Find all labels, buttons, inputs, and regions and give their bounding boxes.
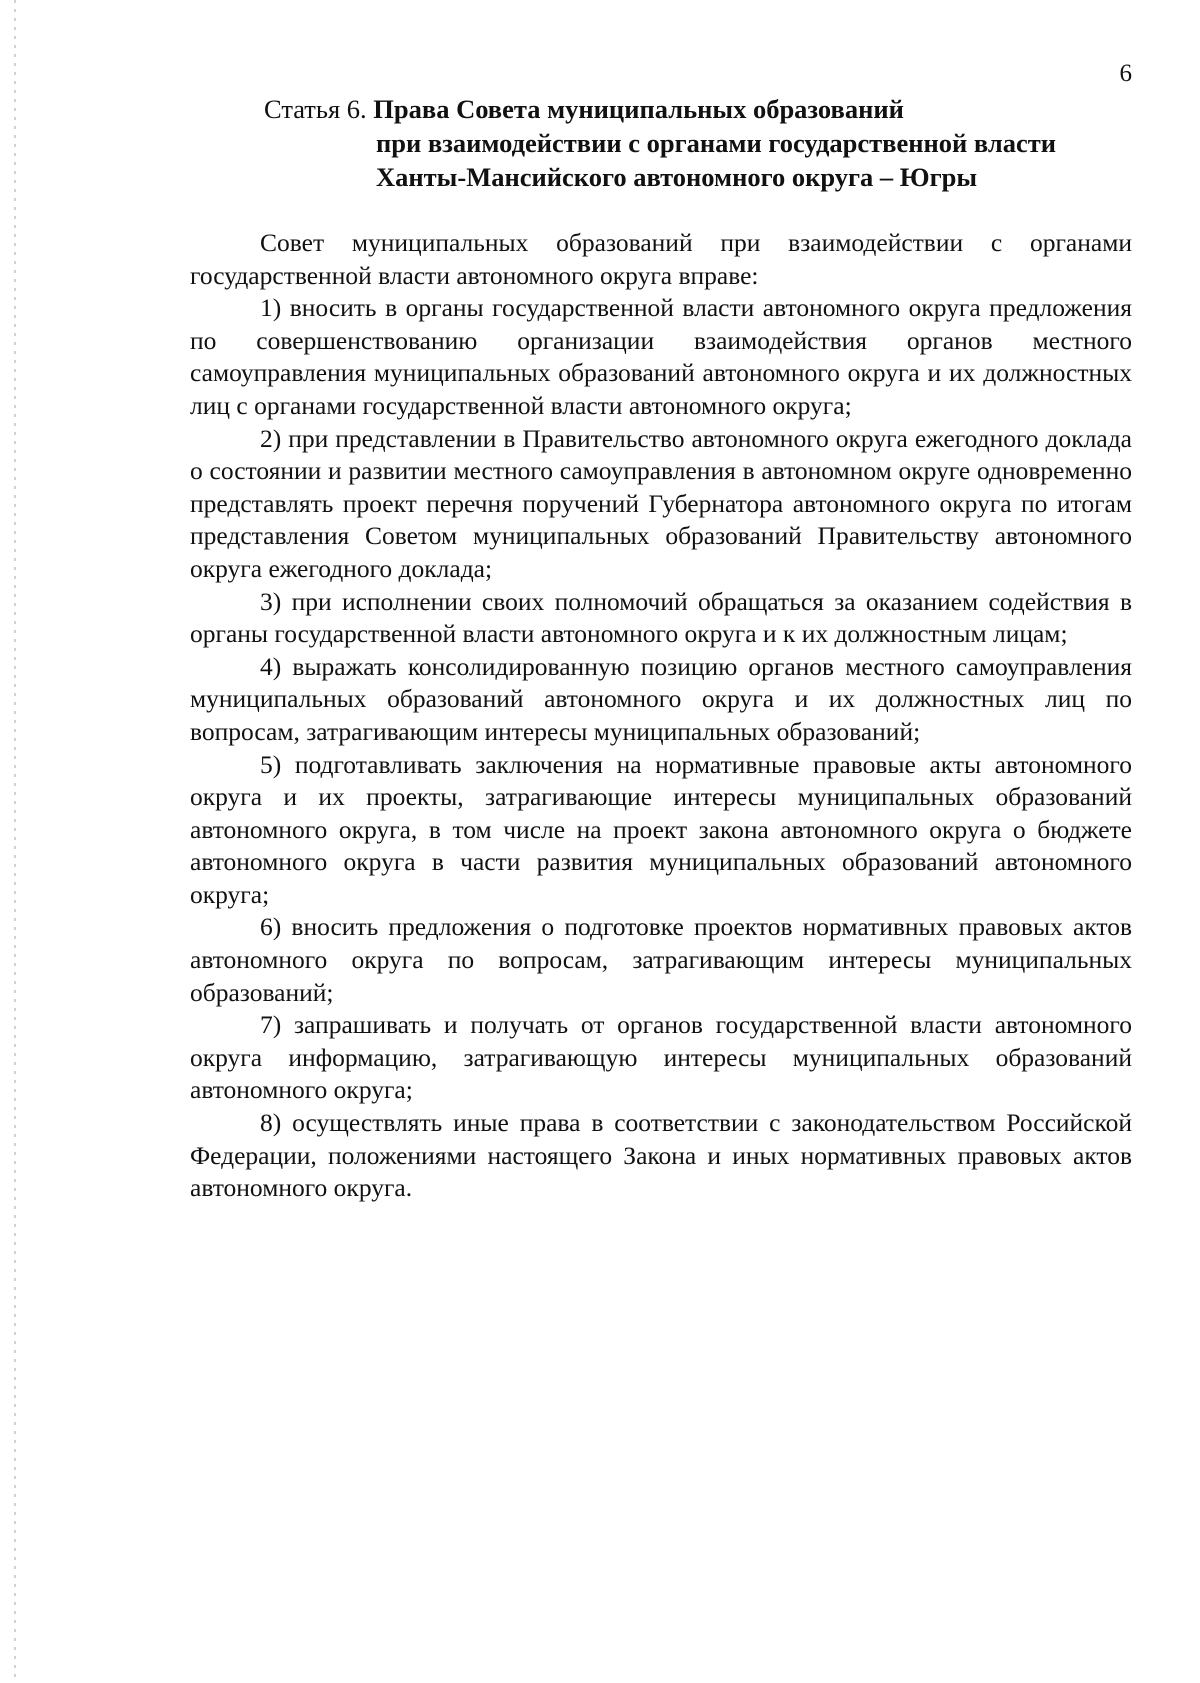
article-title-line-1: Права Совета муниципальных образований <box>373 94 904 124</box>
scan-edge-artifact <box>14 0 16 1683</box>
article-prefix: Статья 6. <box>264 94 367 124</box>
page-number: 6 <box>1119 60 1132 87</box>
intro-paragraph: Совет муниципальных образований при взаимодействии с органами государственной власти автономного округа вправе: <box>190 228 1132 290</box>
article-body <box>190 227 1132 1205</box>
list-item-1: 1) вносить в органы государственной власти автономного округа предложения по совершенствованию организации взаимодействия органов местного самоуправления муниципальных образований автономного округа и их должностных лиц с органами государственной власти автономного округа; <box>190 293 1132 420</box>
list-item-7: 7) запрашивать и получать от органов государственной власти автономного округа информацию, затрагивающую интересы муниципальных образований автономного округа; <box>190 1010 1132 1105</box>
article-heading <box>264 92 1144 194</box>
list-item-6: 6) вносить предложения о подготовке проектов нормативных правовых актов автономного округа по вопросам, затрагивающим интересы муниципальных образований; <box>190 912 1132 1007</box>
list-item-3: 3) при исполнении своих полномочий обращаться за оказанием содействия в органы государственной власти автономного округа и к их должностным лицам; <box>190 586 1132 649</box>
list-item-4: 4) выражать консолидированную позицию органов местного самоуправления муниципальных образований автономного округа и их должностных лиц по вопросам, затрагивающим интересы муниципальных образований; <box>190 651 1132 746</box>
article-title-line-2: при взаимодействии с органами государственной власти <box>376 128 1057 158</box>
list-item-2: 2) при представлении в Правительство автономного округа ежегодного доклада о состоянии и развитии местного самоуправления в автономном округе одновременно представлять проект перечня поручений Губернатора автономного округа по итогам представления Советом муниципальных образований Правительству автономного округа ежегодного доклада; <box>190 423 1132 583</box>
article-title-line-3: Ханты-Мансийского автономного округа – Югры <box>376 162 978 192</box>
list-item-8: 8) осуществлять иные права в соответствии с законодательством Российской Федерации, положениями настоящего Закона и иных нормативных правовых актов автономного округа. <box>190 1108 1132 1203</box>
list-item-5: 5) подготавливать заключения на нормативные правовые акты автономного округа и их проекты, затрагивающие интересы муниципальных образований автономного округа, в том числе на проект закона автономного округа о бюджете автономного округа в части развития муниципальных образований автономного округа; <box>190 749 1132 909</box>
